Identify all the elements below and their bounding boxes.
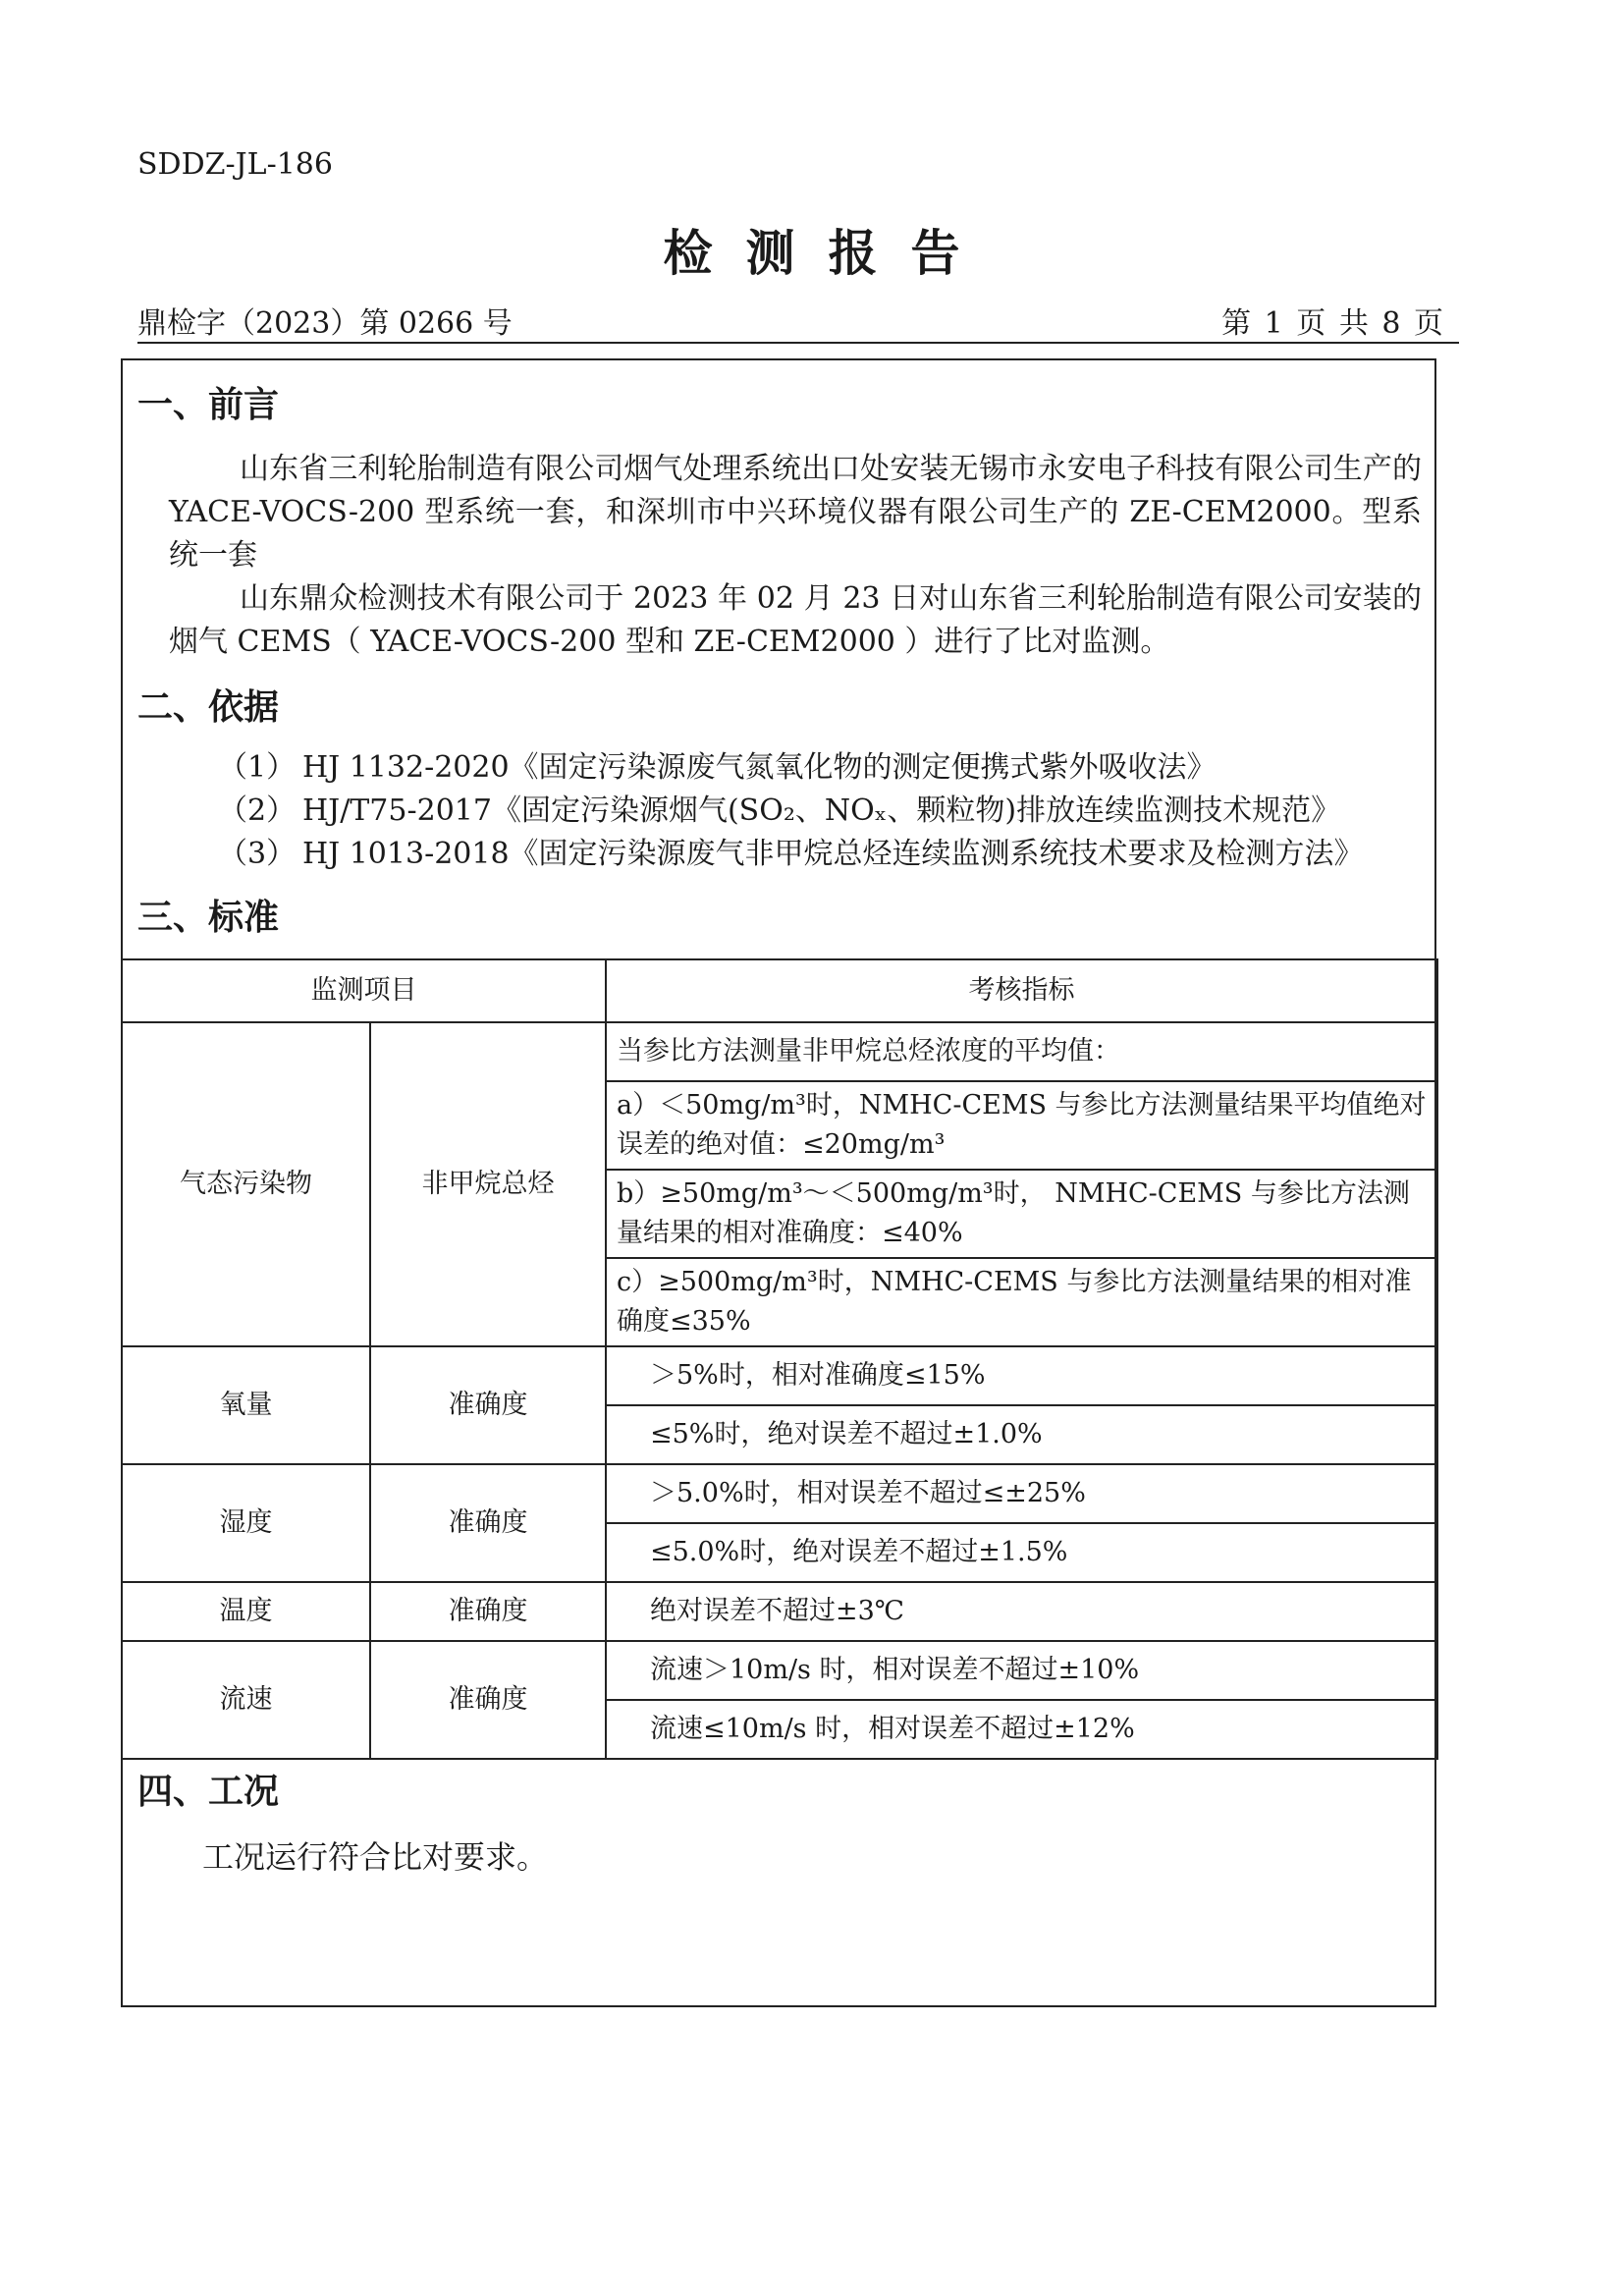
basis-item bbox=[218, 790, 1340, 833]
section-condition-title: 四、工况 bbox=[137, 1771, 280, 1812]
cell-item-humidity: 湿度 bbox=[122, 1464, 370, 1582]
report-number: 鼎检字（2023）第 0266 号 bbox=[137, 306, 513, 341]
section-basis-title: 二、依据 bbox=[137, 686, 280, 728]
cell-index: ＞5%时，相对准确度≤15% bbox=[606, 1346, 1437, 1405]
basis-item-text: HJ/T75-2017《固定污染源烟气(SO₂、NOₓ、颗粒物)排放连续监测技术规范》 bbox=[302, 793, 1341, 828]
cell-index: c）≥500mg/m³时，NMHC-CEMS 与参比方法测量结果的相对准确度≤35% bbox=[606, 1258, 1437, 1346]
page-indicator: 第 1 页 共 8 页 bbox=[1221, 306, 1445, 341]
cell-type: 准确度 bbox=[370, 1641, 606, 1759]
report-title: 检测报告 bbox=[663, 224, 994, 282]
cell-index: ＞5.0%时，相对误差不超过≤±25% bbox=[606, 1464, 1437, 1523]
cell-index: 当参比方法测量非甲烷总烃浓度的平均值： bbox=[606, 1022, 1437, 1081]
header-assessment-index: 考核指标 bbox=[606, 959, 1437, 1022]
basis-item bbox=[218, 746, 1217, 790]
cell-index: b）≥50mg/m³～＜500mg/m³时， NMHC-CEMS 与参比方法测量结果的相对准确度：≤40% bbox=[606, 1170, 1437, 1258]
cell-index: ≤5.0%时，绝对误差不超过±1.5% bbox=[606, 1523, 1437, 1582]
basis-item-text: HJ 1132-2020《固定污染源废气氮氧化物的测定便携式紫外吸收法》 bbox=[302, 750, 1217, 785]
cell-index: 绝对误差不超过±3℃ bbox=[606, 1582, 1437, 1641]
table-row bbox=[122, 1641, 1437, 1700]
basis-item-number: （2） bbox=[218, 793, 297, 828]
cell-index: ≤5%时，绝对误差不超过±1.0% bbox=[606, 1405, 1437, 1464]
cell-nmhc: 非甲烷总烃 bbox=[370, 1022, 606, 1346]
cell-type: 准确度 bbox=[370, 1464, 606, 1582]
table-row bbox=[122, 1346, 1437, 1405]
cell-index: 流速＞10m/s 时，相对误差不超过±10% bbox=[606, 1641, 1437, 1700]
standard-table bbox=[121, 958, 1438, 1760]
basis-item bbox=[218, 833, 1364, 876]
cell-gas-pollutant: 气态污染物 bbox=[122, 1022, 370, 1346]
basis-item-number: （3） bbox=[218, 837, 297, 871]
basis-item-number: （1） bbox=[218, 750, 297, 785]
cell-item-temperature: 温度 bbox=[122, 1582, 370, 1641]
basis-item-text: HJ 1013-2018《固定污染源废气非甲烷总烃连续监测系统技术要求及检测方法》 bbox=[302, 837, 1364, 871]
table-row bbox=[122, 1582, 1437, 1641]
section-standard-title: 三、标准 bbox=[137, 897, 280, 938]
table-row bbox=[122, 1464, 1437, 1523]
cell-item-flow-velocity: 流速 bbox=[122, 1641, 370, 1759]
reference-line bbox=[137, 295, 1459, 344]
cell-index: a）＜50mg/m³时，NMHC-CEMS 与参比方法测量结果平均值绝对误差的绝对值：≤20mg/m³ bbox=[606, 1081, 1437, 1170]
section-preface-title: 一、前言 bbox=[137, 384, 280, 425]
preface-paragraph-1: 山东省三利轮胎制造有限公司烟气处理系统出口处安装无锡市永安电子科技有限公司生产的 YACE-VOCS-200 型系统一套，和深圳市中兴环境仪器有限公司生产的 ZE-CEM2000。型系统一套 bbox=[169, 452, 1422, 573]
condition-text: 工况运行符合比对要求。 bbox=[202, 1838, 549, 1876]
table-row bbox=[122, 1022, 1437, 1081]
preface-paragraph-2: 山东鼎众检测技术有限公司于 2023 年 02 月 23 日对山东省三利轮胎制造有限公司安装的烟气 CEMS（ YACE-VOCS-200 型和 ZE-CEM2000 ）进行了比对监测。 bbox=[169, 581, 1422, 659]
cell-type: 准确度 bbox=[370, 1346, 606, 1464]
cell-type: 准确度 bbox=[370, 1582, 606, 1641]
table-header-row bbox=[122, 959, 1437, 1022]
cell-index: 流速≤10m/s 时，相对误差不超过±12% bbox=[606, 1700, 1437, 1759]
document-code: SDDZ-JL-186 bbox=[137, 147, 333, 182]
cell-item-oxygen: 氧量 bbox=[122, 1346, 370, 1464]
header-monitoring-item: 监测项目 bbox=[122, 959, 606, 1022]
